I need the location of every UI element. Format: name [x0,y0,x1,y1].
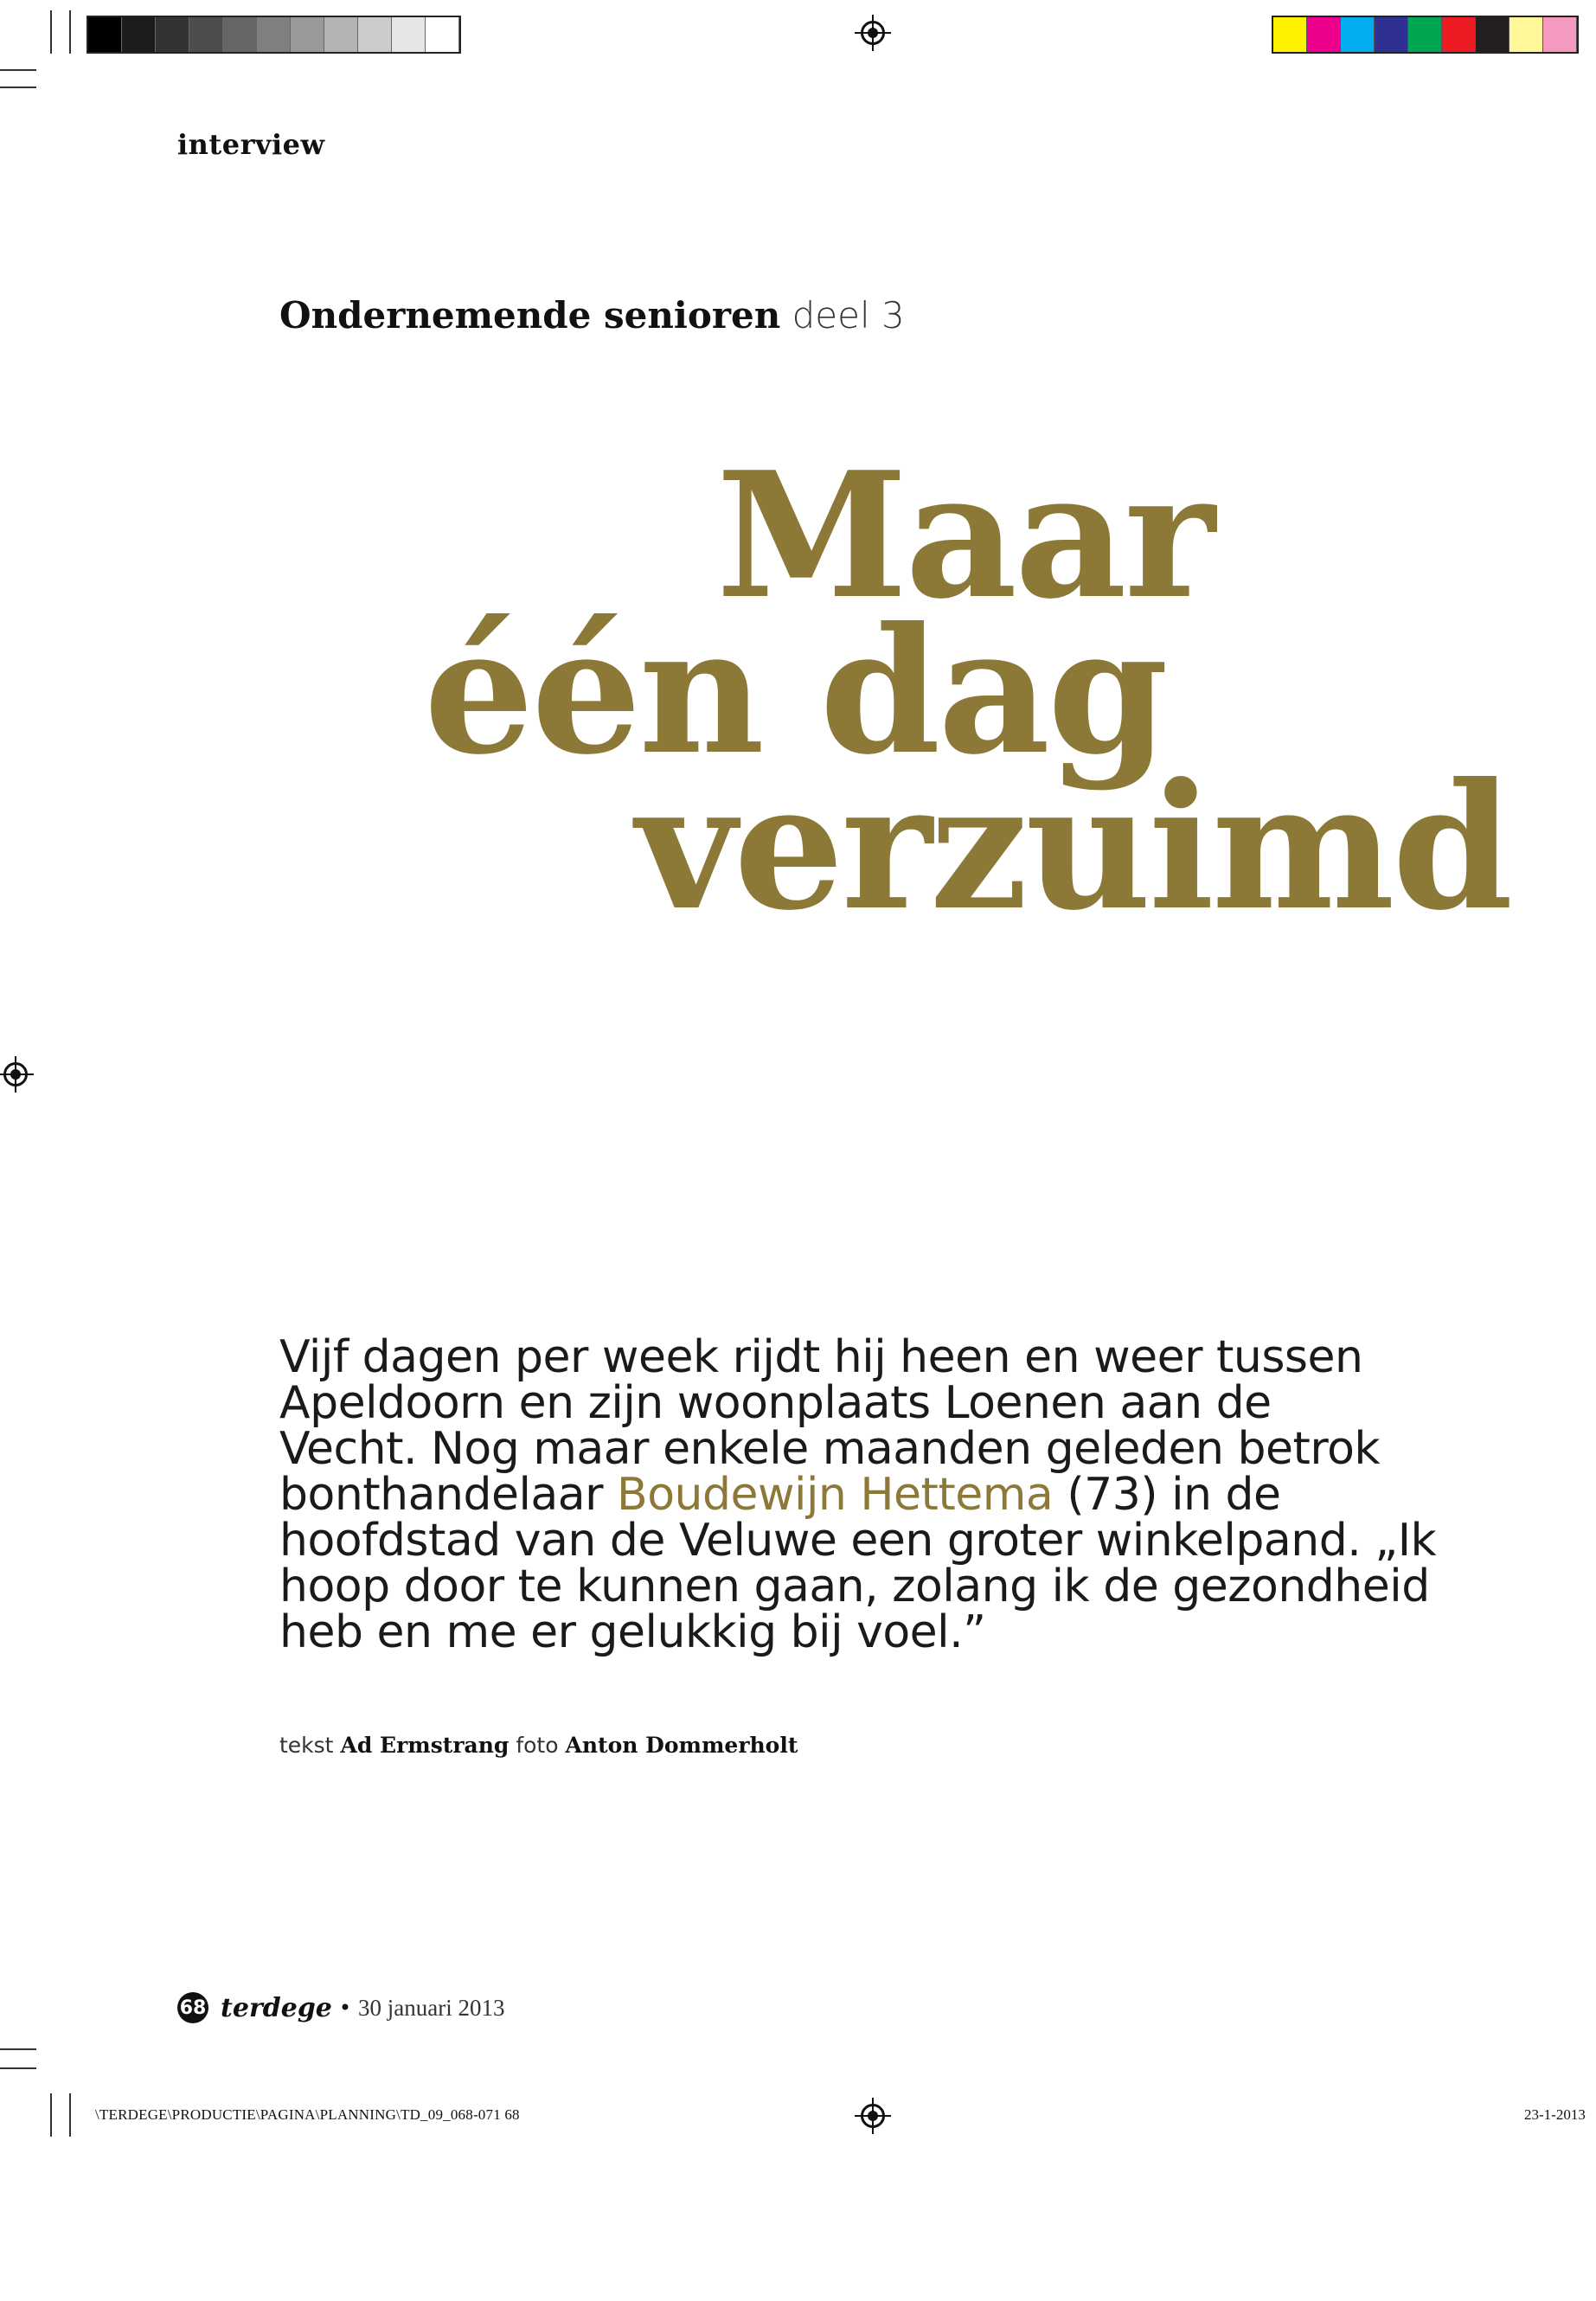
grey-swatch [392,17,426,52]
series-title [279,294,905,336]
registration-mark-icon [3,1062,28,1086]
color-swatch [1341,17,1375,52]
intro-line [279,1469,1473,1521]
grey-swatch [88,17,122,52]
grey-swatch [358,17,392,52]
intro-text: (73) in de [1053,1469,1281,1521]
intro-line: hoofdstad van de Veluwe een groter winkelpand. „Ik [279,1515,1437,1567]
grey-calibration-bar [87,16,461,54]
grey-swatch [291,17,324,52]
photo-label: foto [516,1733,559,1758]
headline-line-1: Maar [716,434,1213,638]
page-footer [177,1992,505,2023]
grey-swatch [324,17,358,52]
crop-mark [69,2093,71,2137]
grey-swatch [223,17,257,52]
crop-mark [0,2067,36,2069]
grey-swatch [156,17,189,52]
color-swatch [1543,17,1577,52]
credits [279,1733,798,1758]
grey-swatch [122,17,156,52]
crop-mark [50,2093,52,2137]
crop-mark [0,69,36,71]
series-name: Ondernemende senioren [279,294,781,336]
grey-swatch [257,17,291,52]
intro-line: hoop door te kunnen gaan, zolang ik de gezondheid [279,1561,1430,1612]
author-name: Ad Ermstrang [340,1733,510,1758]
magazine-logo: terdege [221,1992,332,2023]
color-swatch [1476,17,1509,52]
grey-swatch [189,17,223,52]
text-label: tekst [279,1733,334,1758]
color-swatch [1273,17,1307,52]
series-part: deel 3 [792,294,905,336]
color-swatch [1442,17,1476,52]
color-swatch [1408,17,1442,52]
crop-mark [0,2048,36,2050]
slug-date: 23-1-2013 [1524,2106,1586,2123]
subject-name: Boudewijn Hettema [617,1469,1054,1521]
crop-mark [69,10,71,54]
color-swatch [1509,17,1543,52]
intro-paragraph [279,1331,1473,1658]
intro-line: heb en me er gelukkig bij voel.” [279,1606,986,1658]
grey-swatch [426,17,459,52]
crop-mark [50,10,52,54]
intro-line: Vecht. Nog maar enkele maanden geleden betrok [279,1423,1381,1475]
intro-line: Apeldoorn en zijn woonplaats Loenen aan de [279,1377,1272,1429]
issue-date: 30 januari 2013 [358,1994,505,2021]
page-number: 68 [177,1992,208,2023]
file-slug: \TERDEGE\PRODUCTIE\PAGINA\PLANNING\TD_09_068-071 68 [95,2106,520,2123]
registration-mark-icon [861,21,885,45]
color-calibration-bar [1272,16,1579,54]
crop-mark [0,87,36,88]
intro-line: Vijf dagen per week rijdt hij heen en weer tussen [279,1331,1363,1383]
headline-line-3: verzuimd [636,746,1511,949]
intro-text: bonthandelaar [279,1469,618,1521]
headline-line-2: één dag [424,590,1166,793]
photographer-name: Anton Dommerholt [565,1733,798,1758]
color-swatch [1375,17,1408,52]
color-swatch [1307,17,1341,52]
section-label: interview [177,128,325,161]
registration-mark-icon [861,2104,885,2128]
footer-bullet: • [338,1996,352,2020]
